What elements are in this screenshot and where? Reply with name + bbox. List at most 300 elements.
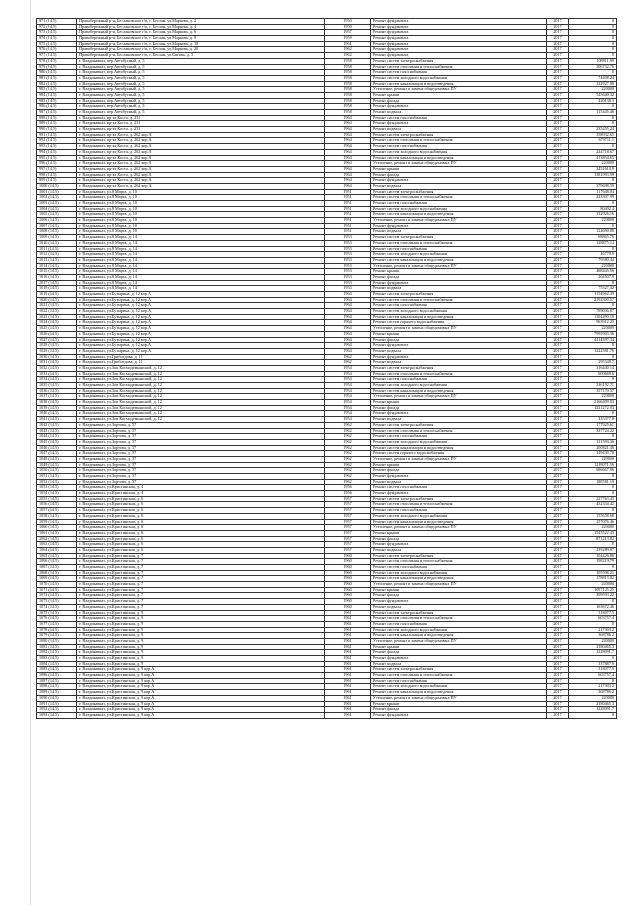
- cell-amount: 0: [569, 121, 617, 127]
- cell-number: 1009 (14.5): [37, 235, 77, 241]
- cell-year: 1964: [325, 132, 371, 138]
- cell-amount: 1154962.49: [569, 292, 617, 298]
- cell-work-type: Ремонт систем канализации и водоотведения: [371, 257, 547, 263]
- cell-period: 2017: [547, 144, 569, 150]
- cell-address: г. Владикавказ, ул.8 Марта, д. 14: [77, 274, 325, 280]
- cell-address: г. Владикавказ, ул.Кристинская, д. 7: [77, 553, 325, 559]
- cell-work-type: Ремонт систем холодного водоснабжения: [371, 75, 547, 81]
- cell-amount: 0: [569, 104, 617, 110]
- cell-number: 1059 (14.5): [37, 519, 77, 525]
- cell-work-type: Ремонт систем газоснабжения: [371, 70, 547, 76]
- cell-period: 2017: [547, 707, 569, 713]
- cell-year: 1964: [325, 138, 371, 144]
- cell-year: 1960: [325, 559, 371, 565]
- cell-amount: 198219.79: [569, 559, 617, 565]
- cell-period: 2017: [547, 274, 569, 280]
- cell-year: 1960: [325, 593, 371, 599]
- cell-period: 2017: [547, 451, 569, 457]
- cell-number: 1038 (14.5): [37, 400, 77, 406]
- cell-number: 1055 (14.5): [37, 496, 77, 502]
- cell-period: 2017: [547, 576, 569, 582]
- cell-period: 2017: [547, 621, 569, 627]
- cell-period: 2017: [547, 115, 569, 121]
- cell-work-type: Ремонт фундамента: [371, 47, 547, 53]
- cell-period: 2017: [547, 371, 569, 377]
- cell-year: 1954: [325, 400, 371, 406]
- cell-year: 1957: [325, 508, 371, 514]
- cell-year: 1953: [325, 286, 371, 292]
- cell-work-type: Ремонт систем электроснабжения: [371, 58, 547, 64]
- cell-number: 1065 (14.5): [37, 553, 77, 559]
- cell-number: 979 (14.5): [37, 64, 77, 70]
- cell-work-type: Ремонт систем газоснабжения: [371, 485, 547, 491]
- cell-address: г. Владикавказ, пр-кт Коста, д. 262 кор.А: [77, 149, 325, 155]
- cell-period: 2017: [547, 235, 569, 241]
- cell-number: 998 (14.5): [37, 172, 77, 178]
- cell-year: 1954: [325, 411, 371, 417]
- cell-period: 2017: [547, 326, 569, 332]
- cell-address: г. Владикавказ, ул.Кристинская, д. 6: [77, 536, 325, 542]
- cell-address: г. Владикавказ, пер.Автобусный, д. 5: [77, 104, 325, 110]
- cell-address: г. Владикавказ, пер.Автобусный, д. 5: [77, 92, 325, 98]
- cell-year: 1958: [325, 58, 371, 64]
- cell-work-type: Ремонт фасада: [371, 536, 547, 542]
- cell-number: 1046 (14.5): [37, 445, 77, 451]
- cell-address: г. Владикавказ, ул.Кристинская, д. 9 кор.А: [77, 684, 325, 690]
- cell-address: г. Владикавказ, ул.8 Марта, д. 10: [77, 206, 325, 212]
- cell-year: 1960: [325, 587, 371, 593]
- cell-period: 2017: [547, 257, 569, 263]
- cell-work-type: Ремонт систем отопления и теплоснабжения: [371, 502, 547, 508]
- cell-amount: 0: [569, 41, 617, 47]
- cell-work-type: Ремонт фундамента: [371, 599, 547, 605]
- cell-address: г. Владикавказ, пер.Автобусный, д. 5: [77, 64, 325, 70]
- cell-work-type: Ремонт крыши: [371, 701, 547, 707]
- cell-year: 1954: [325, 394, 371, 400]
- cell-period: 2017: [547, 377, 569, 383]
- cell-amount: 686667.96: [569, 468, 617, 474]
- cell-year: 1962: [325, 47, 371, 53]
- cell-period: 2017: [547, 678, 569, 684]
- cell-year: 1964: [325, 331, 371, 337]
- cell-work-type: Ремонт фасада: [371, 707, 547, 713]
- cell-work-type: Ремонт систем электроснабжения: [371, 610, 547, 616]
- cell-work-type: Ремонт систем отопления и теплоснабжения: [371, 64, 547, 70]
- cell-year: 1954: [325, 365, 371, 371]
- cell-year: 1958: [325, 98, 371, 104]
- cell-address: г. Владикавказ, ул.Кристинская, д. 4: [77, 485, 325, 491]
- cell-address: г. Владикавказ, ул.Кристинская, д. 9: [77, 644, 325, 650]
- cell-work-type: Ремонт систем канализации и водоотведения: [371, 314, 547, 320]
- cell-work-type: Ремонт систем газоснабжения: [371, 621, 547, 627]
- cell-address: Правобережный р-н, Беслановское г/п, г. Беслан, ул.Маркова, д. 6: [77, 30, 325, 36]
- cell-work-type: Ремонт систем канализации и водоотведения: [371, 576, 547, 582]
- cell-period: 2017: [547, 405, 569, 411]
- cell-amount: 220000: [569, 695, 617, 701]
- cell-amount: 0: [569, 36, 617, 42]
- cell-year: 1958: [325, 110, 371, 116]
- cell-year: 1960: [325, 604, 371, 610]
- cell-year: 1962: [325, 479, 371, 485]
- cell-amount: 79580.44: [569, 257, 617, 263]
- cell-number: 1035 (14.5): [37, 383, 77, 389]
- cell-number: 1011 (14.5): [37, 246, 77, 252]
- cell-work-type: Утепление, ремонт и замена общедомовых ПУ: [371, 638, 547, 644]
- cell-number: 1016 (14.5): [37, 274, 77, 280]
- cell-work-type: Ремонт систем газоснабжения: [371, 565, 547, 571]
- cell-work-type: Ремонт систем холодного водоснабжения: [371, 513, 547, 519]
- cell-work-type: Ремонт систем газоснабжения: [371, 115, 547, 121]
- cell-period: 2017: [547, 547, 569, 553]
- cell-period: 2017: [547, 309, 569, 315]
- cell-work-type: Ремонт систем канализации и водоотведения: [371, 388, 547, 394]
- cell-period: 2017: [547, 667, 569, 673]
- cell-work-type: Ремонт фундамента: [371, 30, 547, 36]
- cell-number: 1036 (14.5): [37, 388, 77, 394]
- cell-amount: 220000: [569, 263, 617, 269]
- cell-address: г. Владикавказ, ул.Грибоедова, д. 11: [77, 360, 325, 366]
- cell-amount: 108911.99: [569, 58, 617, 64]
- cell-year: 1951: [325, 212, 371, 218]
- cell-work-type: Утепление, ремонт и замена общедомовых ПУ: [371, 87, 547, 93]
- cell-address: г. Владикавказ, ул.Бутырина, д. 12 кор.А: [77, 343, 325, 349]
- cell-work-type: Ремонт систем холодного водоснабжения: [371, 383, 547, 389]
- cell-number: 1057 (14.5): [37, 508, 77, 514]
- cell-period: 2017: [547, 633, 569, 639]
- cell-address: г. Владикавказ, ул.Зортова, д. 57: [77, 422, 325, 428]
- cell-period: 2017: [547, 616, 569, 622]
- cell-number: 1061 (14.5): [37, 530, 77, 536]
- cell-amount: 0: [569, 201, 617, 207]
- cell-amount: 679711.1: [569, 138, 617, 144]
- cell-amount: 227763.43: [569, 496, 617, 502]
- cell-period: 2017: [547, 513, 569, 519]
- cell-amount: 0: [569, 19, 617, 25]
- cell-number: 1043 (14.5): [37, 428, 77, 434]
- cell-number: 1076 (14.5): [37, 616, 77, 622]
- cell-address: г. Владикавказ, ул.Бутырина, д. 12 кор.А: [77, 348, 325, 354]
- cell-number: 1044 (14.5): [37, 434, 77, 440]
- cell-number: 1054 (14.5): [37, 491, 77, 497]
- cell-work-type: Ремонт фундамента: [371, 411, 547, 417]
- cell-year: 1957: [325, 519, 371, 525]
- cell-amount: 1222581.76: [569, 348, 617, 354]
- cell-address: г. Владикавказ, ул.Грибоедова, д. 11: [77, 354, 325, 360]
- cell-period: 2017: [547, 502, 569, 508]
- cell-amount: 0: [569, 246, 617, 252]
- cell-period: 2017: [547, 155, 569, 161]
- cell-address: г. Владикавказ, ул.Бутырина, д. 12 кор.А: [77, 314, 325, 320]
- table-body: [37, 19, 617, 719]
- cell-amount: 163672.46: [569, 604, 617, 610]
- cell-work-type: Ремонт систем электроснабжения: [371, 667, 547, 673]
- cell-number: 1068 (14.5): [37, 570, 77, 576]
- cell-address: г. Владикавказ, пр-кт Коста, д. 262 кор.А: [77, 183, 325, 189]
- cell-period: 2017: [547, 456, 569, 462]
- cell-period: 2017: [547, 604, 569, 610]
- cell-address: г. Владикавказ, ул.8 Марта, д. 10: [77, 218, 325, 224]
- table-row: [37, 712, 617, 718]
- cell-work-type: Ремонт фундамента: [371, 24, 547, 30]
- cell-number: 981 (14.5): [37, 75, 77, 81]
- cell-number: 1082 (14.5): [37, 650, 77, 656]
- cell-address: г. Владикавказ, ул.Зои Космодемьянской, д. 12: [77, 371, 325, 377]
- cell-address: г. Владикавказ, ул.Кристинская, д. 7: [77, 576, 325, 582]
- cell-number: 1070 (14.5): [37, 582, 77, 588]
- cell-year: 1960: [325, 599, 371, 605]
- cell-number: 1050 (14.5): [37, 468, 77, 474]
- cell-number: 1019 (14.5): [37, 292, 77, 298]
- cell-number: 1013 (14.5): [37, 257, 77, 263]
- cell-amount: 2180465.3: [569, 701, 617, 707]
- cell-period: 2017: [547, 24, 569, 30]
- cell-number: 1080 (14.5): [37, 638, 77, 644]
- cell-period: 2017: [547, 132, 569, 138]
- cell-year: 1964: [325, 144, 371, 150]
- cell-year: 1958: [325, 70, 371, 76]
- cell-period: 2017: [547, 650, 569, 656]
- cell-work-type: Ремонт крыши: [371, 269, 547, 275]
- cell-address: г. Владикавказ, ул.Кристинская, д. 6: [77, 547, 325, 553]
- cell-year: 1961: [325, 638, 371, 644]
- cell-address: г. Владикавказ, ул.Кристинская, д. 6: [77, 513, 325, 519]
- cell-work-type: Ремонт подвала: [371, 286, 547, 292]
- cell-period: 2017: [547, 638, 569, 644]
- cell-address: г. Владикавказ, пр-кт Коста, д. 231: [77, 127, 325, 133]
- cell-number: 1042 (14.5): [37, 422, 77, 428]
- cell-number: 1079 (14.5): [37, 633, 77, 639]
- cell-amount: 2180465.3: [569, 644, 617, 650]
- cell-work-type: Ремонт фундамента: [371, 491, 547, 497]
- cell-period: 2017: [547, 383, 569, 389]
- cell-year: 1960: [325, 576, 371, 582]
- cell-year: 1964: [325, 178, 371, 184]
- cell-address: Правобережный р-н, Беслановское г/п, г. Беслан, ул.Сигова, д. 5: [77, 53, 325, 59]
- cell-address: Правобережный р-н, Беслановское г/п, г. Беслан, ул.Маркова, д. 2: [77, 19, 325, 25]
- cell-work-type: Ремонт систем холодного водоснабжения: [371, 252, 547, 258]
- cell-period: 2017: [547, 593, 569, 599]
- cell-address: г. Владикавказ, ул.Зои Космодемьянской, д. 12: [77, 400, 325, 406]
- cell-period: 2017: [547, 627, 569, 633]
- cell-address: г. Владикавказ, ул.Кристинская, д. 9: [77, 650, 325, 656]
- cell-amount: 357170.57: [569, 388, 617, 394]
- cell-period: 2017: [547, 445, 569, 451]
- cell-number: 1085 (14.5): [37, 667, 77, 673]
- cell-amount: 117648.04: [569, 189, 617, 195]
- cell-number: 1048 (14.5): [37, 456, 77, 462]
- cell-year: 1956: [325, 491, 371, 497]
- cell-work-type: Ремонт систем холодного водоснабжения: [371, 206, 547, 212]
- cell-number: 1071 (14.5): [37, 587, 77, 593]
- cell-address: г. Владикавказ, ул.8 Марта, д. 10: [77, 229, 325, 235]
- cell-work-type: Ремонт систем газоснабжения: [371, 377, 547, 383]
- cell-year: 1964: [325, 127, 371, 133]
- cell-number: 1078 (14.5): [37, 627, 77, 633]
- cell-number: 1003 (14.5): [37, 201, 77, 207]
- cell-address: г. Владикавказ, пер.Автобусный, д. 5: [77, 75, 325, 81]
- cell-period: 2017: [547, 70, 569, 76]
- document-page: [36, 18, 616, 878]
- cell-year: 1964: [325, 297, 371, 303]
- cell-address: г. Владикавказ, пр-кт Коста, д. 262 кор.А: [77, 161, 325, 167]
- cell-period: 2017: [547, 195, 569, 201]
- cell-work-type: Ремонт систем канализации и водоотведения: [371, 212, 547, 218]
- left-margin-strip: [0, 0, 31, 905]
- cell-amount: 128875.14: [569, 240, 617, 246]
- cell-amount: 1545522.45: [569, 530, 617, 536]
- cell-address: г. Владикавказ, ул.8 Марта, д. 14: [77, 257, 325, 263]
- cell-number: 983 (14.5): [37, 87, 77, 93]
- cell-period: 2017: [547, 189, 569, 195]
- cell-year: 1961: [325, 701, 371, 707]
- cell-period: 2017: [547, 58, 569, 64]
- cell-number: 1017 (14.5): [37, 280, 77, 286]
- cell-period: 2017: [547, 246, 569, 252]
- cell-number: 1090 (14.5): [37, 695, 77, 701]
- cell-work-type: Ремонт систем отопления и теплоснабжения: [371, 371, 547, 377]
- cell-number: 1093 (14.5): [37, 712, 77, 718]
- cell-amount: 220000: [569, 326, 617, 332]
- cell-work-type: Ремонт систем горячего водоснабжения: [371, 320, 547, 326]
- cell-work-type: Ремонт систем канализации и водоотведения: [371, 81, 547, 87]
- cell-address: г. Владикавказ, ул.Зортова, д. 57: [77, 468, 325, 474]
- cell-period: 2017: [547, 417, 569, 423]
- cell-address: г. Владикавказ, ул.Кристинская, д. 6: [77, 502, 325, 508]
- cell-year: 1961: [325, 707, 371, 713]
- cell-period: 2017: [547, 348, 569, 354]
- cell-year: 1957: [325, 547, 371, 553]
- cell-work-type: Ремонт крыши: [371, 462, 547, 468]
- cell-address: г. Владикавказ, ул.Бутырина, д. 12 кор.А: [77, 297, 325, 303]
- cell-address: г. Владикавказ, ул.Зои Космодемьянской, д. 12: [77, 388, 325, 394]
- cell-address: г. Владикавказ, ул.Зои Космодемьянской, д. 12: [77, 405, 325, 411]
- cell-work-type: Ремонт систем отопления и теплоснабжения: [371, 428, 547, 434]
- cell-number: 1062 (14.5): [37, 536, 77, 542]
- cell-year: 1953: [325, 274, 371, 280]
- cell-period: 2017: [547, 121, 569, 127]
- cell-work-type: Ремонт систем газоснабжения: [371, 303, 547, 309]
- cell-amount: 1218071.56: [569, 462, 617, 468]
- cell-address: г. Владикавказ, пр-кт Коста, д. 262 кор.А: [77, 172, 325, 178]
- cell-period: 2017: [547, 64, 569, 70]
- cell-address: г. Владикавказ, ул.8 Марта, д. 10: [77, 189, 325, 195]
- cell-year: 1962: [325, 439, 371, 445]
- cell-period: 2017: [547, 297, 569, 303]
- cell-year: 1961: [325, 633, 371, 639]
- cell-year: 1959: [325, 36, 371, 42]
- cell-work-type: Ремонт фундамента: [371, 280, 547, 286]
- cell-year: 1950: [325, 24, 371, 30]
- cell-amount: 337724.22: [569, 428, 617, 434]
- cell-amount: 468445.56: [569, 269, 617, 275]
- cell-year: 1956: [325, 485, 371, 491]
- cell-year: 1961: [325, 678, 371, 684]
- cell-period: 2017: [547, 75, 569, 81]
- cell-amount: 600669.6: [569, 371, 617, 377]
- cell-address: г. Владикавказ, пр-кт Коста, д. 262 кор.А: [77, 166, 325, 172]
- cell-amount: 0: [569, 411, 617, 417]
- cell-number: 974 (14.5): [37, 36, 77, 42]
- cell-address: г. Владикавказ, ул.8 Марта, д. 10: [77, 195, 325, 201]
- cell-period: 2017: [547, 292, 569, 298]
- cell-number: 1012 (14.5): [37, 252, 77, 258]
- cell-amount: 0: [569, 656, 617, 662]
- cell-period: 2017: [547, 337, 569, 343]
- cell-number: 1025 (14.5): [37, 326, 77, 332]
- cell-year: 1951: [325, 229, 371, 235]
- cell-address: г. Владикавказ, ул.Кристинская, д. 7: [77, 593, 325, 599]
- cell-period: 2017: [547, 53, 569, 59]
- cell-period: 2017: [547, 252, 569, 258]
- cell-amount: 318077.5: [569, 667, 617, 673]
- cell-year: 1964: [325, 314, 371, 320]
- cell-year: 1951: [325, 201, 371, 207]
- cell-period: 2017: [547, 428, 569, 434]
- cell-amount: 0: [569, 377, 617, 383]
- cell-period: 2017: [547, 712, 569, 718]
- cell-address: г. Владикавказ, ул.Кристинская, д. 6: [77, 496, 325, 502]
- cell-address: г. Владикавказ, ул.8 Марта, д. 10: [77, 223, 325, 229]
- cell-number: 1007 (14.5): [37, 223, 77, 229]
- cell-period: 2017: [547, 87, 569, 93]
- cell-work-type: Ремонт крыши: [371, 587, 547, 593]
- cell-work-type: Ремонт фундамента: [371, 354, 547, 360]
- cell-year: 1962: [325, 434, 371, 440]
- cell-period: 2017: [547, 343, 569, 349]
- cell-year: 1958: [325, 104, 371, 110]
- cell-number: 1091 (14.5): [37, 701, 77, 707]
- cell-work-type: Ремонт систем отопления и теплоснабжения: [371, 673, 547, 679]
- cell-period: 2017: [547, 212, 569, 218]
- cell-address: г. Владикавказ, пр-кт Коста, д. 231: [77, 121, 325, 127]
- cell-year: 1954: [325, 388, 371, 394]
- cell-amount: 0: [569, 47, 617, 53]
- cell-number: 976 (14.5): [37, 47, 77, 53]
- cell-work-type: Ремонт крыши: [371, 530, 547, 536]
- cell-period: 2017: [547, 485, 569, 491]
- cell-year: 1961: [325, 690, 371, 696]
- cell-period: 2017: [547, 479, 569, 485]
- cell-year: 1962: [325, 474, 371, 480]
- cell-number: 1087 (14.5): [37, 678, 77, 684]
- cell-year: 1957: [325, 502, 371, 508]
- cell-address: г. Владикавказ, ул.Бутырина, д. 12 кор.А: [77, 309, 325, 315]
- cell-year: 1961: [325, 684, 371, 690]
- cell-year: 1960: [325, 553, 371, 559]
- cell-amount: 217303.2: [569, 627, 617, 633]
- cell-work-type: Ремонт систем газоснабжения: [371, 201, 547, 207]
- cell-address: г. Владикавказ, ул.Зои Космодемьянской, д. 12: [77, 383, 325, 389]
- cell-number: 1049 (14.5): [37, 462, 77, 468]
- cell-number: 1056 (14.5): [37, 502, 77, 508]
- cell-work-type: Ремонт систем канализации и водоотведения: [371, 155, 547, 161]
- cell-number: 1001 (14.5): [37, 189, 77, 195]
- cell-amount: 46770.9: [569, 252, 617, 258]
- cell-year: 1957: [325, 513, 371, 519]
- cell-amount: 0: [569, 343, 617, 349]
- cell-address: г. Владикавказ, ул.8 Марта, д. 14: [77, 286, 325, 292]
- cell-year: 1961: [325, 712, 371, 718]
- cell-address: г. Владикавказ, ул.Бутырина, д. 12 кор.А: [77, 303, 325, 309]
- cell-address: г. Владикавказ, ул.Зортова, д. 57: [77, 439, 325, 445]
- cell-address: г. Владикавказ, ул.Зои Космодемьянской, д. 12: [77, 411, 325, 417]
- cell-work-type: Ремонт систем газоснабжения: [371, 434, 547, 440]
- cell-period: 2017: [547, 178, 569, 184]
- cell-work-type: Ремонт систем канализации и водоотведения: [371, 445, 547, 451]
- cell-period: 2017: [547, 127, 569, 133]
- cell-year: 1958: [325, 64, 371, 70]
- cell-year: 1958: [325, 75, 371, 81]
